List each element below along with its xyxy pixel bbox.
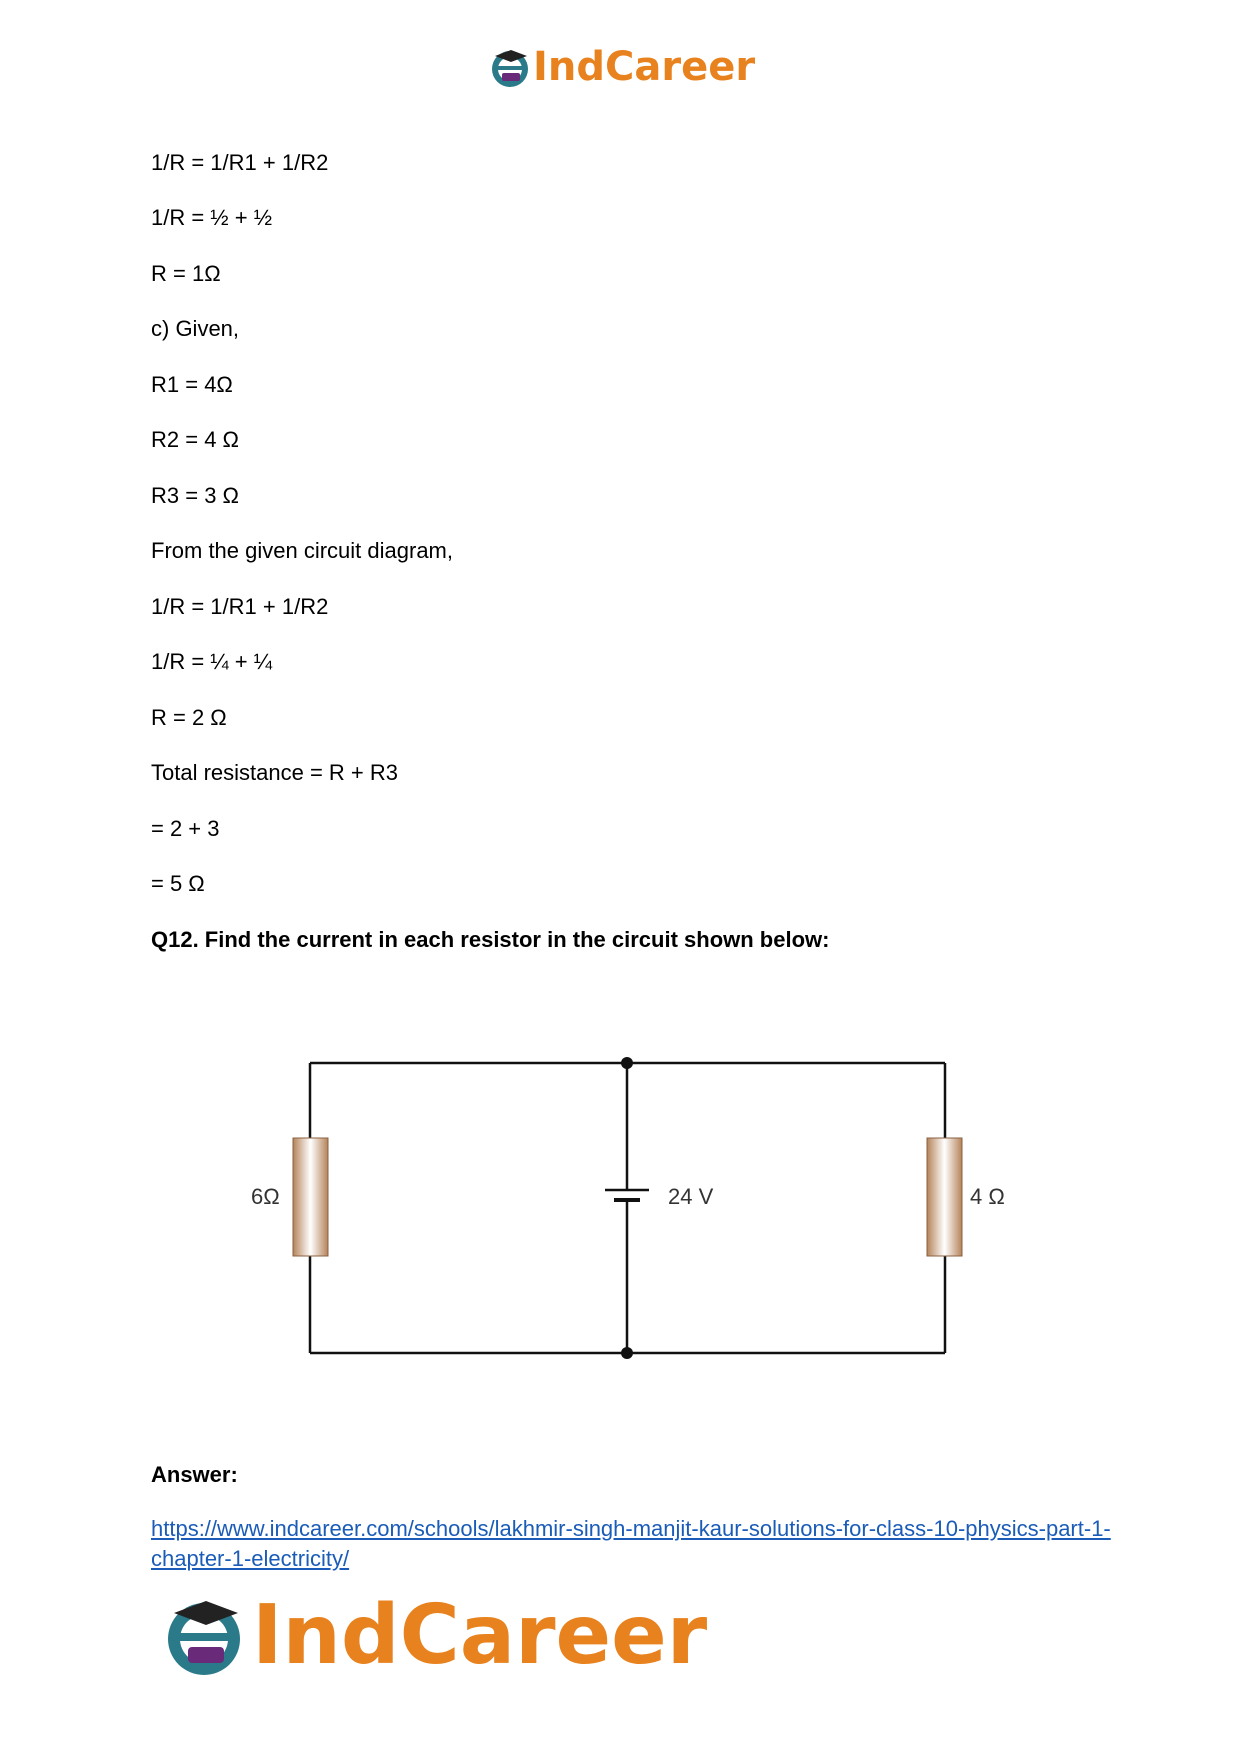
right-resistor-label: 4 Ω — [970, 1184, 1005, 1209]
text-line: c) Given, — [151, 316, 240, 341]
answer-link[interactable]: https://www.indcareer.com/schools/lakhmir-singh-manjit-kaur-solutions-for-class-10-physics-part-1-chapter-1-electricity/ — [151, 1516, 1111, 1571]
question-heading: Q12. Find the current in each resistor in the circuit shown below: — [151, 927, 830, 952]
answer-label: Answer: — [151, 1462, 238, 1487]
circuit-diagram — [225, 1040, 1025, 1370]
logo-text: IndCareer — [533, 44, 756, 90]
logo-text: IndCareer — [252, 1587, 708, 1683]
text-line: 1/R = 1/R1 + 1/R2 — [151, 150, 329, 175]
text-line: R = 2 Ω — [151, 705, 227, 730]
right-resistor — [927, 1138, 962, 1256]
text-line: R1 = 4Ω — [151, 372, 233, 397]
text-line: R3 = 3 Ω — [151, 483, 239, 508]
graduate-book-icon — [489, 46, 531, 88]
circuit-wires — [310, 1063, 945, 1353]
text-line: R2 = 4 Ω — [151, 427, 239, 452]
footer-logo — [162, 1585, 707, 1685]
text-line: = 2 + 3 — [151, 816, 220, 841]
text-line: From the given circuit diagram, — [151, 538, 453, 563]
left-resistor-label: 6Ω — [251, 1184, 280, 1209]
graduate-book-icon — [162, 1593, 246, 1677]
battery-icon — [605, 1190, 649, 1200]
header-logo — [489, 42, 755, 92]
junction-top — [621, 1057, 633, 1069]
text-line: R = 1Ω — [151, 261, 221, 286]
junction-bottom — [621, 1347, 633, 1359]
text-line: 1/R = 1/R1 + 1/R2 — [151, 594, 329, 619]
battery-label: 24 V — [668, 1184, 714, 1209]
text-line: 1/R = ½ + ½ — [151, 205, 273, 230]
text-line: 1/R = ¼ + ¼ — [151, 649, 273, 674]
text-line: = 5 Ω — [151, 871, 205, 896]
text-line: Total resistance = R + R3 — [151, 760, 399, 785]
left-resistor — [293, 1138, 328, 1256]
